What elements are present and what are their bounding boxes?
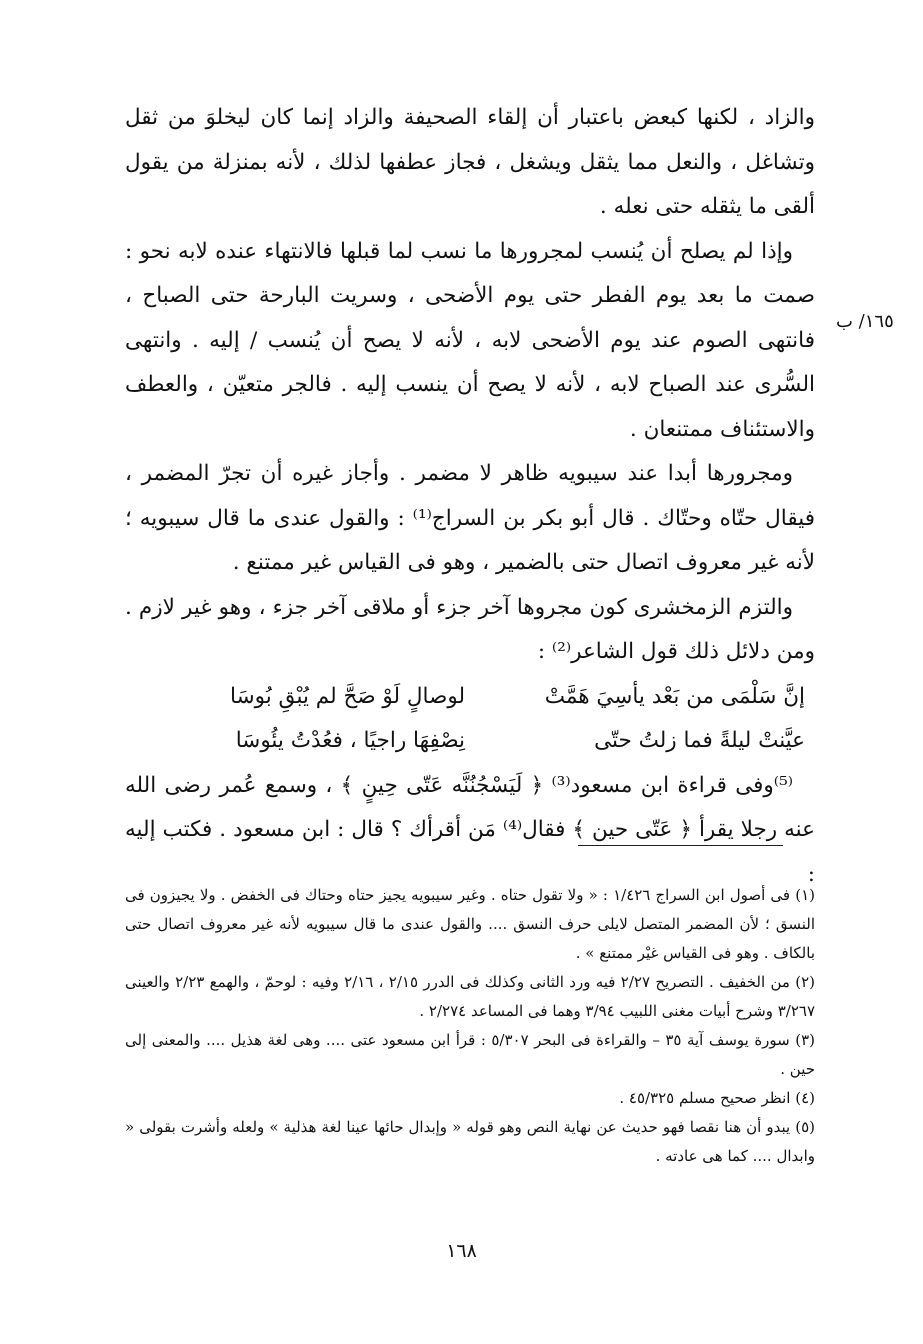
footnote: (٤) انظر صحيح مسلم ٤٥/٣٢٥ . [619, 1089, 815, 1107]
paragraph: والتزم الزمخشرى كون مجروها آخر جزء أو ملاقى آخر جزء ، وهو غير لازم . ومن دلائل ذلك قول الشاعر⁽²⁾ : [125, 594, 815, 664]
footnote: (٣) سورة يوسف آية ٣٥ – والقراءة فى البحر ٥/٣٠٧ : قرأ ابن مسعود عتى .... وهى لغة هذيل .... والمعنى إلى حين . [125, 1031, 815, 1078]
margin-folio-reference: ١٦٥/ ب [836, 311, 894, 332]
verse-first-hemistich: إنَّ سَلْمَى من بَعْد يأسِيَ هَمَّتْ [544, 683, 805, 709]
footnote-separator [578, 845, 783, 846]
main-text [125, 96, 815, 897]
verse-second-hemistich: نِصْفِهَا راجيًا ، فعُدْتُ يئُوسَا [235, 728, 465, 753]
verse-line [125, 675, 815, 720]
paragraph: والزاد ، لكنها كبعض باعتبار أن إلقاء الصحيفة والزاد إنما كان ليخلوَ من ثقل وتشاغل ، والنعل مما يثقل ويشغل ، فجاز عطفها لذلك ، لأنه بمنزلة من يقول ألقى ما يثقله حتى نعله . [125, 105, 815, 219]
paragraph: وإذا لم يصلح أن يُنسب لمجرورها ما نسب لما قبلها فالانتهاء عنده لابه نحو : صمت ما بعد يوم الفطر حتى يوم الأضحى ، وسريت البارحة حتى الصباح ، فانتهى الصوم عند يوم الأضحى لابه ، لأنه لا يصح أن يُنسب / إليه . وانتهى السُّرى عند الصباح لابه ، لأنه لا يصح أن ينسب إليه . فالجر متعيّن ، والعطف والاستئناف ممتنعان . [125, 238, 815, 442]
footnote: (٥) يبدو أن هنا نقصا فهو حديث عن نهاية النص وهو قوله « وإبدال حائها عينا لغة هذلية » ولعله وأشرت بقولى « وابدال .... كما هى عادته . [125, 1118, 815, 1165]
footnotes [125, 881, 815, 1171]
paragraph: ⁽⁵⁾وفى قراءة ابن مسعود⁽³⁾ ﴿ لَيَسْجُنُنَّه عَتّى حِينٍ ﴾ ، وسمع عُمر رضى الله عنه رجلا يقرأ ﴿ عَتّى حين ﴾ فقال⁽⁴⁾ مَن أقرأك ؟ قال : ابن مسعود . فكتب إليه : [125, 772, 815, 887]
footnote: (١) فى أصول ابن السراج ١/٤٢٦ : « ولا تقول حتاه . وغير سيبويه يجيز حتاه وحتاك فى الخفض . ولا يجيزون فى النسق ؛ لأن المضمر المتصل لايلى حرف النسق .... والقول عندى ما قال سيبويه لأنه غير معروف اتصال حتى بالكاف . وهو فى القياس غيْر ممتنع » . [125, 886, 815, 962]
paragraph: ومجرورها أبدا عند سيبويه ظاهر لا مضمر . وأجاز غيره أن تجرّ المضمر ، فيقال حتّاه وحتّاك . قال أبو بكر بن السراج⁽¹⁾ : والقول عندى ما قال سيبويه ؛ لأنه غير معروف اتصال حتى بالضمير ، وهو فى القياس غير ممتنع . [125, 461, 815, 575]
footnote: (٢) من الخفيف . التصريح ٢/٢٧ فيه ورد الثانى وكذلك فى الدرر ٢/١٥ ، ٢/١٦ وفيه : لوحمّ ، والهمع ٢/٢٣ والعينى ٣/٢٦٧ وشرح أبيات مغنى اللبيب ٣/٩٤ وهما فى المساعد ٢/٢٧٤ . [125, 973, 815, 1020]
verse-second-hemistich: لوصالٍ لَوْ صَحَّ لم يُبْقِ بُوسَا [230, 683, 465, 709]
verse-first-hemistich: عيَّنتْ ليلةً فما زلتُ حتّى [594, 728, 805, 753]
page-number: ١٦٨ [446, 1240, 477, 1262]
verse-line [125, 719, 815, 764]
